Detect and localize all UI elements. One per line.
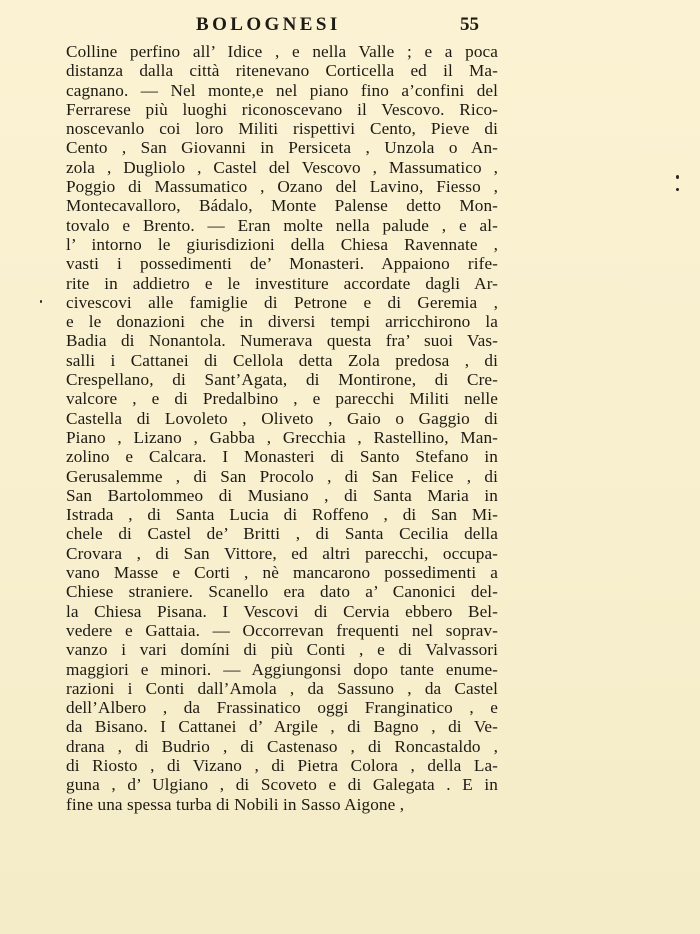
text-line: guna , d’ Ulgiano , di Scoveto e di Galegata . E in: [66, 775, 498, 795]
text-line: civescovi alle famiglie di Petrone e di Geremia ,: [66, 292, 498, 312]
text-line: tovalo e Brento. — Eran molte nella palude , e al-: [66, 215, 498, 235]
text-line: Istrada , di Santa Lucia di Roffeno , di San Mi-: [66, 505, 498, 525]
text-line: Crovara , di San Vittore, ed altri parecchi, occupa-: [66, 543, 498, 563]
running-title: BOLOGNESI: [196, 14, 341, 35]
text-line: vanzo i vari domíni di più Conti , e di Valvassori: [66, 640, 498, 660]
text-line: San Bartolommeo di Musiano , di Santa Maria in: [66, 485, 498, 505]
text-line: Colline perfino all’ Idice , e nella Valle ; e a poca: [66, 42, 498, 61]
text-line: razioni i Conti dall’Amola , da Sassuno , da Castel: [66, 678, 498, 698]
margin-speck: [676, 188, 679, 191]
text-line: rite in addietro e le investiture accordate dagli Ar-: [66, 273, 498, 293]
text-line: Badia di Nonantola. Numerava questa fra’ suoi Vas-: [66, 331, 498, 351]
text-line: Piano , Lizano , Gabba , Grecchia , Rastellino, Man-: [66, 427, 498, 447]
page-number: 55: [460, 14, 479, 35]
text-line: Crespellano, di Sant’Agata, di Montirone, di Cre-: [66, 370, 498, 390]
text-line: salli i Cattanei di Cellola detta Zola predosa , di: [66, 350, 498, 370]
text-line: di Riosto , di Vizano , di Pietra Colora , della La-: [66, 755, 498, 775]
text-line: maggiori e minori. — Aggiungonsi dopo tante enume-: [66, 659, 498, 679]
text-line: da Bisano. I Cattanei d’ Argile , di Bagno , di Ve-: [66, 717, 498, 737]
text-line: distanza dalla città ritenevano Corticella ed il Ma-: [66, 61, 498, 81]
text-line: cagnano. — Nel monte,e nel piano fino a’confini del: [66, 80, 498, 100]
text-line: l’ intorno le giurisdizioni della Chiesa Ravennate ,: [66, 234, 498, 254]
margin-speck: [40, 300, 42, 303]
text-line: Castella di Lovoleto , Oliveto , Gaio o Gaggio di: [66, 408, 498, 428]
text-line: vedere e Gattaia. — Occorrevan frequenti nel soprav-: [66, 620, 498, 640]
text-line: drana , di Budrio , di Castenaso , di Roncastaldo ,: [66, 736, 498, 756]
text-line: Poggio di Massumatico , Ozano del Lavino, Fiesso ,: [66, 177, 498, 197]
text-line: Chiese straniere. Scanello era dato a’ Canonici del-: [66, 582, 498, 602]
text-line: Gerusalemme , di San Procolo , di San Felice , di: [66, 466, 498, 486]
text-line: valcore , e di Predalbino , e parecchi Militi nelle: [66, 389, 498, 409]
text-line: Ferrarese più luoghi riconoscevano il Vescovo. Rico-: [66, 99, 498, 119]
body-text: [66, 42, 498, 814]
margin-speck: [676, 175, 679, 179]
text-line: vasti i possedimenti de’ Monasteri. Appaiono rife-: [66, 254, 498, 274]
text-line: zolino e Calcara. I Monasteri di Santo Stefano in: [66, 447, 498, 467]
text-line: vano Masse e Corti , nè mancarono possedimenti a: [66, 563, 498, 583]
text-line: noscevanlo coi loro Militi rispettivi Cento, Pieve di: [66, 119, 498, 139]
text-line: e le donazioni che in diversi tempi arricchirono la: [66, 312, 498, 332]
text-line: la Chiesa Pisana. I Vescovi di Cervia ebbero Bel-: [66, 601, 498, 621]
page-header: [0, 14, 700, 40]
text-line: dell’Albero , da Frassinatico oggi Franginatico , e: [66, 698, 498, 718]
text-line: Montecavalloro, Bádalo, Monte Palense detto Mon-: [66, 196, 498, 216]
text-line: chele di Castel de’ Britti , di Santa Cecilia della: [66, 524, 498, 544]
text-line: fine una spessa turba di Nobili in Sasso Aigone ,: [66, 794, 405, 814]
text-line: Cento , San Giovanni in Persiceta , Unzola o An-: [66, 138, 498, 158]
text-line: zola , Dugliolo , Castel del Vescovo , Massumatico ,: [66, 157, 498, 177]
